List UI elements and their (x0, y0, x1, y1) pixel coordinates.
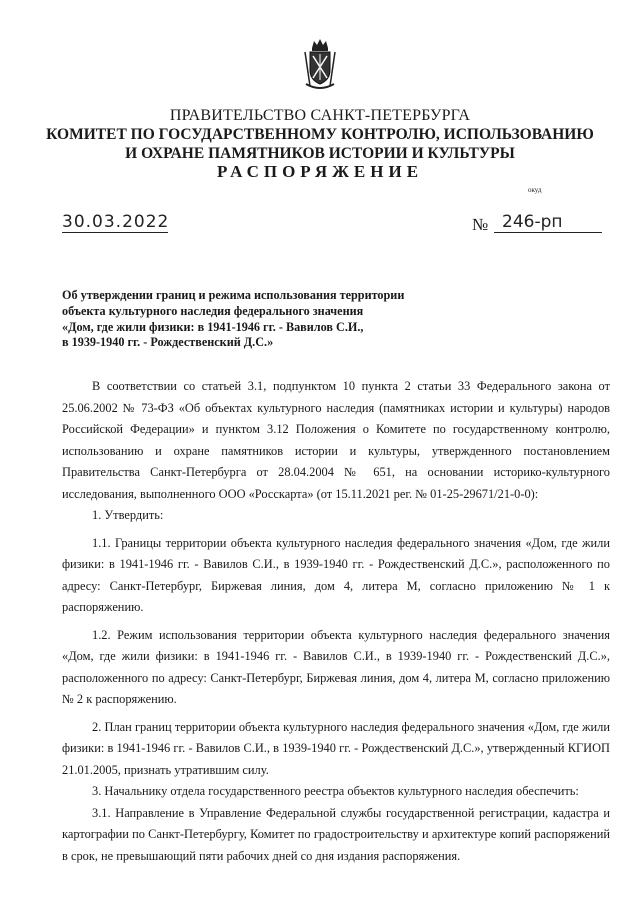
committee-title-line-1: КОМИТЕТ ПО ГОСУДАРСТВЕННОМУ КОНТРОЛЮ, ИСПОЛЬЗОВАНИЮ (46, 126, 594, 143)
subject-line: «Дом, где жили физики: в 1941-1946 гг. - Вавилов С.И., (62, 319, 364, 334)
document-body (62, 376, 610, 867)
document-subject (62, 288, 482, 351)
number-sign: № (472, 215, 489, 234)
document-number (472, 212, 602, 236)
body-paragraph: 3. Начальнику отдела государственного реестра объектов культурного наследия обеспечить: (92, 784, 579, 798)
subject-line: в 1939-1940 гг. - Рождественский Д.С.» (62, 335, 274, 350)
subject-line: Об утверждении границ и режима использования территории (62, 288, 405, 302)
document-type: РАСПОРЯЖЕНИЕ (216, 162, 424, 181)
subject-line: объекта культурного наследия федерального значения (62, 303, 364, 318)
body-paragraph: 3.1. Направление в Управление Федеральной службы государственной регистрации, кадастра и картографии по Санкт-Петербургу, Комитет по градостроительству и архитектуре копий распоряжений в срок, не превышающий пяти рабочих дней со дня издания распоряжения. (62, 805, 610, 863)
coat-of-arms-icon (300, 38, 340, 92)
government-title: ПРАВИТЕЛЬСТВО САНКТ-ПЕТЕРБУРГА (169, 107, 471, 124)
body-paragraph: 1. Утвердить: (92, 508, 164, 522)
committee-title (0, 125, 640, 163)
body-paragraph: 2. План границ территории объекта культурного наследия федерального значения «Дом, где жили физики: в 1941-1946 гг. - Вавилов С.И., в 1939-1940 гг. - Рождественский Д.С.», утвержденный КГИОП 21.01.2005, признать утратившим силу. (62, 719, 610, 777)
committee-title-line-2: И ОХРАНЕ ПАМЯТНИКОВ ИСТОРИИ И КУЛЬТУРЫ (125, 145, 515, 162)
okud-label: окуд (528, 186, 542, 194)
body-paragraph: 1.2. Режим использования территории объекта культурного наследия федерального значения «Дом, где жили физики: в 1941-1946 гг. - Вавилов С.И., в 1939-1940 гг. - Рождественский Д.С.», расположенного по адресу: Санкт-Петербург, Биржевая линия, дом 4, литера М, согласно приложению № 2 к распоряжению. (62, 627, 610, 706)
document-date: 30.03.2022 (62, 212, 168, 236)
body-paragraph: 1.1. Границы территории объекта культурного наследия федерального значения «Дом, где жили физики: в 1941-1946 гг. - Вавилов С.И., в 1939-1940 гг. - Рождественский Д.С.», расположенного по адресу: Санкт-Петербург, Биржевая линия, дом 4, литера М, согласно приложению № 1 к распоряжению. (62, 535, 610, 614)
number-value: 246-рп (502, 212, 563, 232)
body-paragraph: В соответствии со статьей 3.1, подпунктом 10 пункта 2 статьи 33 Федерального закона от 25.06.2002 № 73-ФЗ «Об объектах культурного наследия (памятниках истории и культуры) народов Российской Федерации» и пунктом 3.12 Положения о Комитете по государственному контролю, использованию и охране памятников истории и культуры, утвержденного постановлением Правительства Санкт-Петербурга от 28.04.2004 № 651, на основании историко-культурного исследования, выполненного ООО «Росскарта» (от 15.11.2021 рег. № 01-25-29671/21-0-0): (62, 379, 610, 501)
